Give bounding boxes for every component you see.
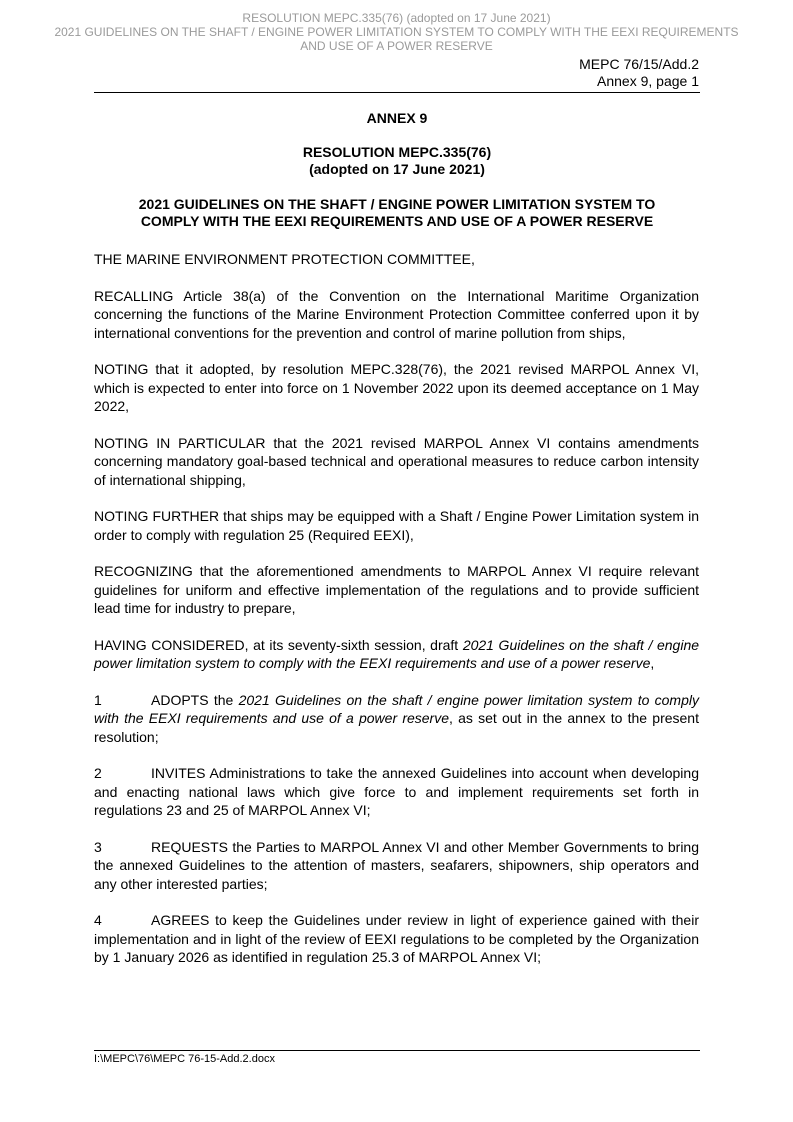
annex-title: ANNEX 9 (366, 110, 428, 126)
preamble-recalling: RECALLING Article 38(a) of the Convention on the International Maritime Organization concerning the functions of the Marine Environment Protection Committee conferred upon it by international conventions for the prevention and control of marine pollution from ships, (94, 287, 699, 341)
doc-number: MEPC 76/15/Add.2 (579, 56, 699, 72)
watermark-line-1: RESOLUTION MEPC.335(76) (adopted on 17 June 2021) (242, 11, 551, 25)
operative-paragraph-4 (94, 911, 699, 967)
preamble-noting: NOTING that it adopted, by resolution MEPC.328(76), the 2021 revised MARPOL Annex VI, which is expected to enter into force on 1 November 2022 upon its deemed acceptance on 1 May 2022, (94, 361, 699, 414)
op4-text: AGREES to keep the Guidelines under review in light of experience gained with their implementation and in light of the review of EEXI regulations to be completed by the Organization by 1 January 2026 as identified in regulation 25.3 of MARPOL Annex VI; (94, 912, 699, 965)
adoption-date: (adopted on 17 June 2021) (309, 161, 485, 177)
preamble-recognizing: RECOGNIZING that the aforementioned amendments to MARPOL Annex VI require relevant guidelines for uniform and effective implementation of the regulations and to provide sufficient lead time for industry to prepare, (94, 563, 699, 616)
considered-intro: HAVING CONSIDERED, at its seventy-sixth session, draft (94, 636, 463, 653)
watermark-line-2: 2021 GUIDELINES ON THE SHAFT / ENGINE POWER LIMITATION SYSTEM TO COMPLY WITH THE EEXI REQUIREMENTS (54, 25, 739, 39)
resolution-number: RESOLUTION MEPC.335(76) (302, 144, 492, 160)
paragraph-number: 4 (94, 912, 102, 928)
page-reference: Annex 9, page 1 (597, 73, 699, 89)
op1-intro: ADOPTS the (151, 691, 239, 708)
paragraph-number: 3 (94, 838, 102, 855)
header-divider (94, 92, 700, 93)
considered-end: , (650, 655, 655, 671)
document-reference (579, 56, 699, 90)
title-line-1: 2021 GUIDELINES ON THE SHAFT / ENGINE POWER LIMITATION SYSTEM TO (138, 196, 656, 212)
committee-line: THE MARINE ENVIRONMENT PROTECTION COMMITTEE, (94, 251, 475, 267)
paragraph-number: 2 (94, 765, 102, 781)
op1-guidelines-title: 2021 Guidelines on the shaft / engine power limitation system to comply with the EEXI requirements and use of a power reserve (94, 691, 699, 726)
considered-guidelines-title: 2021 Guidelines on the shaft / engine power limitation system to comply with the EEXI requirements and use of a power reserve (94, 636, 700, 671)
preamble-noting-particular: NOTING IN PARTICULAR that the 2021 revised MARPOL Annex VI contains amendments concerning mandatory goal-based technical and operational measures to reduce carbon intensity of international shipping, (94, 434, 699, 488)
op3-text: REQUESTS the Parties to MARPOL Annex VI and other Member Governments to bring the annexed Guidelines to the attention of masters, seafarers, shipowners, ship operators and any other interested parties; (94, 838, 699, 892)
resolution-title (94, 144, 700, 178)
operative-paragraph-1 (94, 691, 699, 747)
preamble-noting-further: NOTING FURTHER that ships may be equipped with a Shaft / Engine Power Limitation system in order to comply with regulation 25 (Required EEXI), (94, 508, 699, 543)
preamble-considered (94, 636, 699, 673)
footer-divider (94, 1050, 700, 1051)
watermark-header (0, 11, 793, 53)
watermark-line-3: AND USE OF A POWER RESERVE (300, 39, 493, 53)
op1-end: , as set out in the annex to the present resolution; (94, 710, 699, 745)
file-path: I:\MEPC\76\MEPC 76-15-Add.2.docx (94, 1053, 275, 1065)
operative-paragraph-3 (94, 838, 699, 894)
resolution-body (94, 250, 699, 985)
title-line-2: COMPLY WITH THE EEXI REQUIREMENTS AND USE OF A POWER RESERVE (140, 213, 654, 229)
paragraph-number: 1 (94, 691, 102, 708)
operative-paragraph-2 (94, 764, 699, 820)
document-title (94, 196, 700, 230)
op2-text: INVITES Administrations to take the annexed Guidelines into account when developing and enacting national laws which give force to and implement requirements set forth in regulations 23 and 25 of MARPOL Annex VI; (94, 765, 699, 818)
